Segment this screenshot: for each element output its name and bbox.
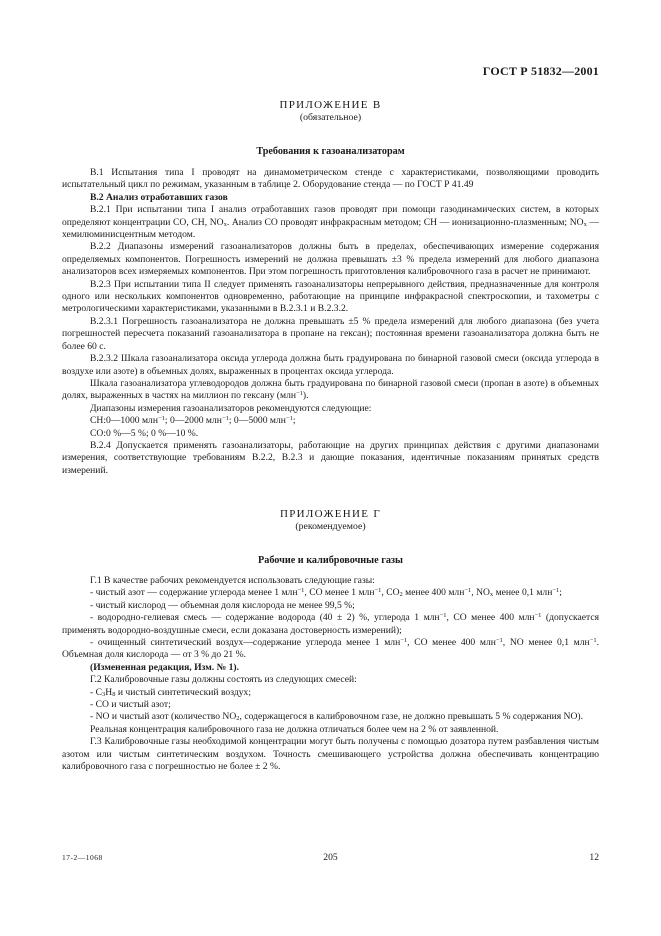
appendix-b-heading: Требования к газоанализаторам [256, 146, 405, 157]
para-hc-scale: Шкала газоанализатора углеводородов должна быть градуирована по бинарной газовой смеси (пропан в азоте) в объемных долях, выраженных в частях на миллион по гексану (млн$^{-1}$). [62, 377, 599, 402]
gas-hydrogen-helium: - водородно-гелиевая смесь — содержание водорода (40 ± 2) %, углерода 1 млн$^{-1}$, СО менее 400 млн$^{-1}$ (допускается применять водородно-воздушные смеси, если доказана достоверность измерений); [62, 612, 599, 636]
para-g3: Г.3 Калибровочные газы необходимой концентрации могут быть получены с помощью дозатора путем разбавления чистым азотом или чистым синтетическим воздухом. Точность смешивающего устройства должна обеспечивать концентрацию калибровочного газа с погрешностью не более ± 2 %. [62, 736, 599, 773]
para-b23: В.2.3 При испытании типа II следует применять газоанализаторы непрерывного действия, предназначенные для контроля одного или нескольких компонентов одновременно, работающие на принципе инфракрасной спектроскопии, и тахометры с метрологическими характеристиками, указанными в В.2.3.1 и В.2.3.2. [62, 278, 599, 315]
appendix-g-title: ПРИЛОЖЕНИЕ Г [279, 508, 382, 520]
para-g1: Г.1 В качестве рабочих рекомендуется использовать следующие газы: [90, 575, 375, 586]
page-number: 205 [323, 852, 338, 863]
appendix-b [62, 99, 599, 477]
ranges-ch: СН:0—1000 млн$^{-1}$; 0—2000 млн$^{-1}$; 0—5000 млн$^{-1}$; [90, 415, 296, 427]
appendix-g-heading: Рабочие и калибровочные газы [258, 555, 403, 566]
cal-propane: - $С_3Н_8$ и чистый синтетический воздух; [90, 686, 251, 698]
sheet-number: 12 [589, 852, 599, 863]
ranges-co: СО:0 %—5 %; 0 %—10 %. [90, 427, 199, 439]
cal-no: - NO и чистый азот (количество $NO_2$, содержащегося в калибровочном газе, не должно превышать 5 % содержания NO). [90, 711, 583, 723]
para-g2: Г.2 Калибровочные газы должны состоять из следующих смесей: [90, 674, 357, 686]
para-b24: В.2.4 Допускается применять газоанализаторы, работающие на других принципах действия с другими диапазонами измерения, соответствующие требованиям В.2.2, В.2.3 и дающие показания, идентичные показаниям принятых средств измерений. [62, 439, 599, 476]
cal-co: - СО и чистый азот; [90, 699, 171, 711]
ranges-intro: Диапазоны измерения газоанализаторов рекомендуются следующие: [90, 402, 372, 414]
appendix-g [62, 508, 599, 774]
appendix-b-title: ПРИЛОЖЕНИЕ В [279, 99, 382, 111]
appendix-b-status: (обязательное) [299, 112, 362, 123]
standard-designation: ГОСТ Р 51832—2001 [482, 64, 599, 78]
print-code: 17-2—1068 [62, 853, 103, 862]
gas-nitrogen: - чистый азот — содержание углерода менее 1 млн$^{-1}$, СО менее 1 млн$^{-1}$, $СО_2$ менее 400 млн$^{-1}$, $NO_x$ менее 0,1 млн$^{-1}$; [90, 587, 562, 599]
amendment-note: (Измененная редакция, Изм. № 1). [90, 661, 240, 673]
gas-oxygen: - чистый кислород — объемная доля кислорода не менее 99,5 %; [90, 599, 355, 611]
gas-synthetic-air: - очищенный синтетический воздух—содержание углерода менее 1 млн$^{-1}$, СО менее 400 млн$^{-1}$, NO менее 0,1 млн$^{-1}$. Объемная доля кислорода — от 3 % до 21 %. [62, 637, 599, 661]
para-b21: В.2.1 При испытании типа I анализ отработавших газов проводят при помощи газодинамических систем, в которых определяют концентрации СО, СН, $NO_x$. Анализ СО проводят инфракрасным методом; СН — ионизационно-плазменным; $NO_x$ — хемилюминисцентным методом. [62, 204, 600, 241]
para-b1: В.1 Испытания типа I проводят на динамометрическом стенде с характеристиками, позволяющими проводить испытательный цикл по режимам, указанным в таблице 2. Оборудование стенда — по ГОСТ Р 41.49 [62, 167, 599, 191]
real-concentration: Реальная концентрация калибровочного газа не должна отличаться более чем на 2 % от заявленной. [90, 723, 499, 735]
para-b232: В.2.3.2 Шкала газоанализатора оксида углерода должна быть градуирована по бинарной газовой смеси (оксида углерода в воздухе или азоте) в объемных долях, выраженных в процентах оксида углерода. [62, 353, 599, 377]
para-b22: В.2.2 Диапазоны измерений газоанализаторов должны быть в пределах, обеспечивающих измерение содержания определяемых компонентов. Погрешность измерений не должна превышать ±3 % предела измерений для любого диапазона анализаторов всех измеряемых компонентов. При этом погрешность приготовления калибровочного газа в расчет не принимают. [62, 241, 599, 278]
appendix-g-status: (рекомендуемое) [295, 521, 366, 532]
page-footer [0, 852, 661, 866]
para-b231: В.2.3.1 Погрешность газоанализатора не должна превышать ±5 % предела измерений для любого диапазона (без учета погрешностей пересчета показаний газоанализатора в пропане на гексан); постоянная времени газоанализатора должна быть не более 60 с. [62, 315, 599, 352]
section-b2-title: В.2 Анализ отработавших газов [90, 191, 228, 203]
